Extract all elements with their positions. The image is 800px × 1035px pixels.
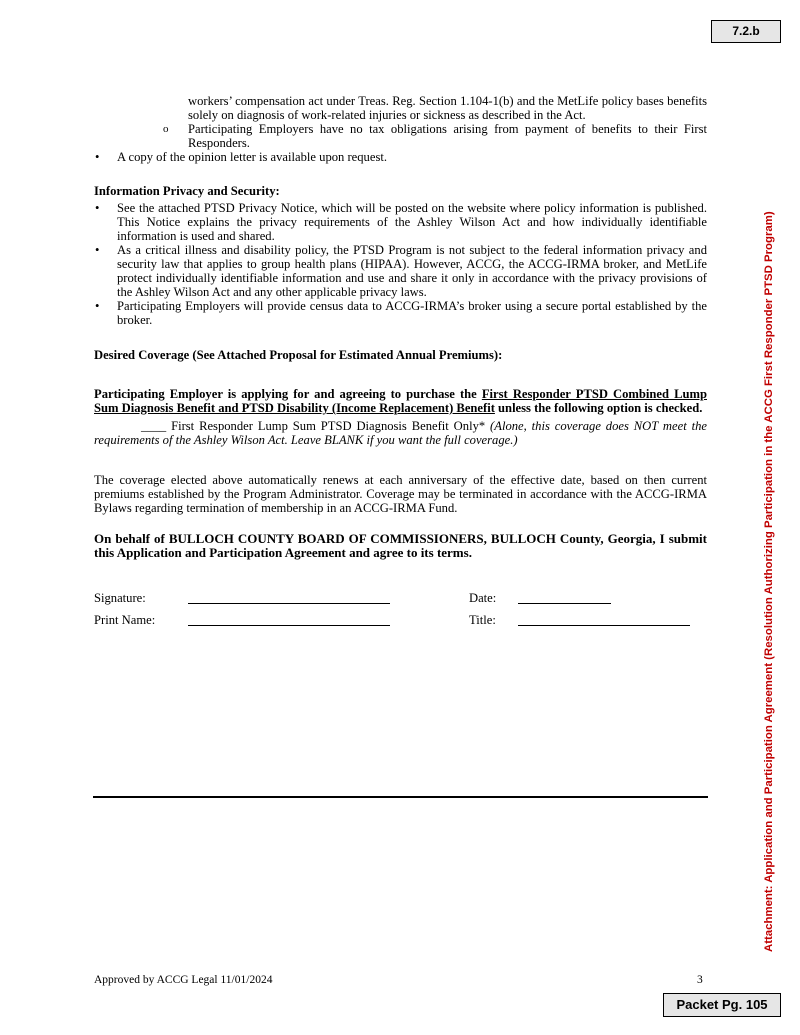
signature-label: Signature: bbox=[94, 591, 146, 605]
opinion-letter-text: A copy of the opinion letter is available upon request. bbox=[117, 150, 387, 164]
packet-page-tag: Packet Pg. 105 bbox=[663, 993, 781, 1017]
page-number: 3 bbox=[697, 974, 703, 986]
signature-block bbox=[94, 591, 707, 635]
sub-bullet-mark: o bbox=[163, 123, 169, 135]
signature-row bbox=[94, 591, 707, 613]
tax-continuation-text: workers’ compensation act under Treas. Reg. Section 1.104-1(b) and the MetLife policy bases benefits solely on diagnosis of work-related injuries or sickness as described in the Act. bbox=[188, 94, 707, 122]
privacy-bullet bbox=[94, 243, 707, 299]
signature-line[interactable] bbox=[188, 591, 390, 604]
tax-sub-bullet-text: Participating Employers have no tax obligations arising from payment of benefits to their First Responders. bbox=[188, 122, 707, 150]
bullet-mark: • bbox=[95, 201, 100, 215]
option-note: (Alone, this coverage does NOT meet the requirements of the Ashley Wilson Act. Leave BLANK if you want the full coverage.) bbox=[94, 419, 707, 447]
document-body bbox=[94, 94, 707, 635]
print-name-label: Print Name: bbox=[94, 613, 156, 627]
opinion-letter-bullet bbox=[94, 150, 707, 164]
bottom-rule bbox=[93, 796, 708, 798]
privacy-heading: Information Privacy and Security: bbox=[94, 184, 280, 198]
footer-approval-note: Approved by ACCG Legal 11/01/2024 bbox=[94, 974, 273, 986]
combined-benefit-name: First Responder PTSD Combined Lump Sum Diagnosis Benefit and PTSD Disability (Income Replacement) Benefit bbox=[94, 387, 707, 415]
applying-suffix: unless the following option is checked. bbox=[494, 401, 703, 415]
option-label: First Responder Lump Sum PTSD Diagnosis Benefit Only* bbox=[166, 419, 486, 433]
tax-sub-bullet bbox=[94, 122, 707, 150]
option-checkbox-blank[interactable]: ____ bbox=[141, 419, 167, 433]
applying-prefix: Participating Employer is applying for and agreeing to purchase the bbox=[94, 387, 482, 401]
behalf-statement: On behalf of BULLOCH COUNTY BOARD OF COMMISSIONERS, BULLOCH County, Georgia, I submit this Application and Participation Agreement and agree to its terms. bbox=[94, 531, 707, 560]
privacy-bullet-text: Participating Employers will provide census data to ACCG-IRMA’s broker using a secure portal established by the broker. bbox=[117, 299, 707, 327]
renewal-text: The coverage elected above automatically renews at each anniversary of the effective date, based on then current premiums established by the Program Administrator. Coverage may be terminated in accordance with the ACCG-IRMA Bylaws regarding termination of membership in an ACCG-IRMA Fund. bbox=[94, 473, 707, 515]
lump-sum-only-option bbox=[94, 419, 707, 447]
privacy-bullet-text: See the attached PTSD Privacy Notice, which will be posted on the website where policy information is published. This Notice explains the privacy requirements of the Ashley Wilson Act and how individually identifiable information is used and shared. bbox=[117, 201, 707, 243]
print-name-row bbox=[94, 613, 707, 635]
date-label: Date: bbox=[469, 591, 497, 605]
applying-statement bbox=[94, 387, 707, 415]
bullet-mark: • bbox=[95, 150, 100, 164]
bullet-mark: • bbox=[95, 299, 100, 313]
agenda-item-tag: 7.2.b bbox=[711, 20, 781, 43]
privacy-bullet bbox=[94, 299, 707, 327]
privacy-bullet-list bbox=[94, 201, 707, 327]
coverage-heading: Desired Coverage (See Attached Proposal for Estimated Annual Premiums): bbox=[94, 348, 503, 362]
attachment-side-caption: Attachment: Application and Participation Agreement (Resolution Authorizing Participation in the ACCG First Responder PTSD Program) bbox=[763, 211, 775, 952]
privacy-bullet-text: As a critical illness and disability policy, the PTSD Program is not subject to the federal information privacy and security law that applies to group health plans (HIPAA). However, ACCG, the ACCG-IRMA broker, and MetLife protect individually identifiable information and use and share it only in accordance with the privacy provisions of the Ashley Wilson Act and any other applicable privacy laws. bbox=[117, 243, 707, 299]
bullet-mark: • bbox=[95, 243, 100, 257]
privacy-bullet bbox=[94, 201, 707, 243]
title-label: Title: bbox=[469, 613, 496, 627]
